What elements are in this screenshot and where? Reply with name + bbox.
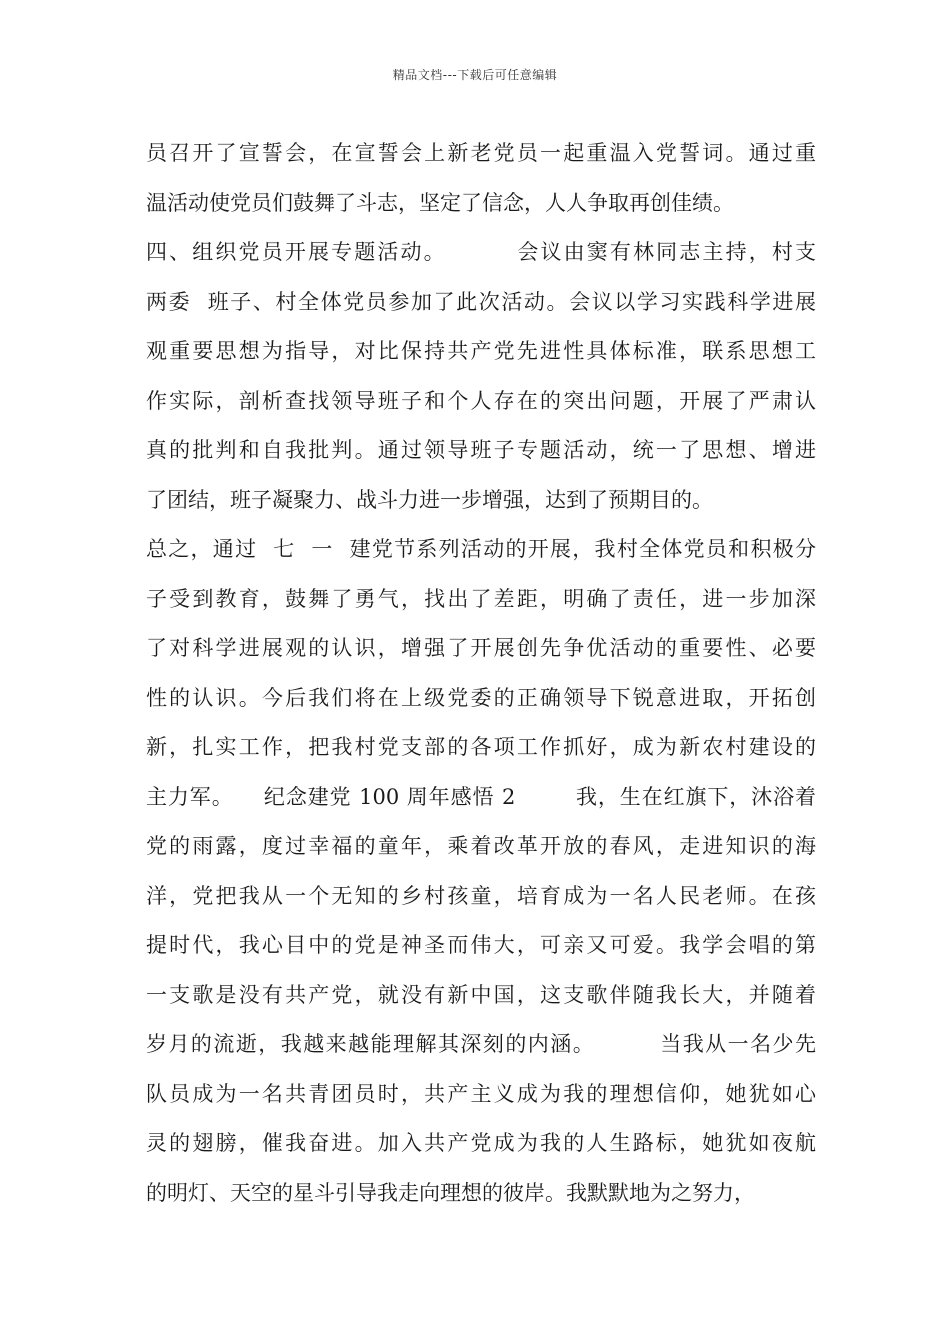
text-line: 员召开了宣誓会，在宣誓会上新老党员一起重温入党誓词。通过重 [146,141,816,165]
text-line: 提时代，我心目中的党是神圣而伟大，可亲又可爱。我学会唱的第 [146,933,816,957]
text-line: 新，扎实工作，把我村党支部的各项工作抓好，成为新农村建设的 [146,735,816,759]
text-line: 观重要思想为指导，对比保持共产党先进性具体标准，联系思想工 [146,339,816,363]
text-line: 总之，通过 七 一 建党节系列活动的开展，我村全体党员和积极分 [146,537,816,561]
text-line: 主力军。 纪念建党 100 周年感悟 2 我，生在红旗下，沐浴着 [146,784,816,809]
text-line: 四、组织党员开展专题活动。 会议由窦有林同志主持，村支 [146,240,816,264]
text-line: 真的批判和自我批判。通过领导班子专题活动，统一了思想、增进 [146,438,816,462]
text-line: 温活动使党员们鼓舞了斗志，坚定了信念，人人争取再创佳绩。 [146,190,734,215]
text-line: 党的雨露，度过幸福的童年，乘着改革开放的春风，走进知识的海 [146,834,816,858]
text-line: 灵的翅膀，催我奋进。加入共产党成为我的人生路标，她犹如夜航 [146,1131,816,1155]
text-line: 岁月的流逝，我越来越能理解其深刻的内涵。 当我从一名少先 [146,1032,816,1056]
text-line: 洋，党把我从一个无知的乡村孩童，培育成为一名人民老师。在孩 [146,883,816,908]
text-line: 两委 班子、村全体党员参加了此次活动。会议以学习实践科学进展 [146,289,816,314]
text-line: 了团结，班子凝聚力、战斗力进一步增强，达到了预期目的。 [146,487,713,512]
text-line: 作实际，剖析查找领导班子和个人存在的突出问题，开展了严肃认 [146,388,816,413]
text-line: 队员成为一名共青团员时，共产主义成为我的理想信仰，她犹如心 [146,1081,816,1106]
text-line: 一支歌是没有共产党，就没有新中国，这支歌伴随我长大，并随着 [146,982,816,1007]
document-body [146,132,816,1221]
text-line: 的明灯、天空的星斗引导我走向理想的彼岸。我默默地为之努力， [146,1180,755,1205]
page-header: 精品文档---下载后可任意编辑 [392,68,558,82]
text-line: 子受到教育，鼓舞了勇气，找出了差距，明确了责任，进一步加深 [146,586,816,611]
text-line: 了对科学进展观的认识，增强了开展创先争优活动的重要性、必要 [146,636,816,660]
text-line: 性的认识。今后我们将在上级党委的正确领导下锐意进取，开拓创 [146,685,816,710]
